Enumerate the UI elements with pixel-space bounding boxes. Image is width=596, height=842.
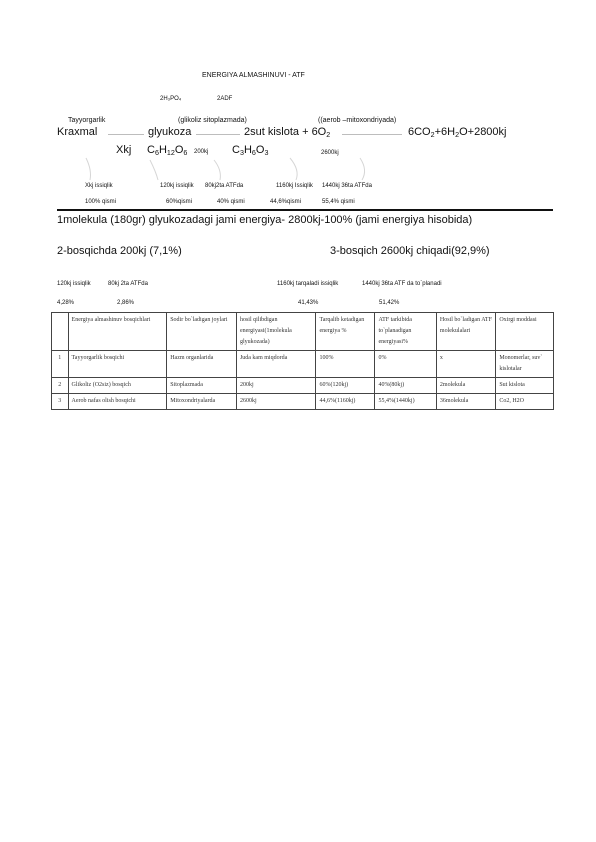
top-product: 2ADF [217, 96, 233, 102]
table-cell: 2molekula [436, 378, 495, 394]
table-cell: 1 [52, 351, 69, 378]
page-title: ENERGIYA ALMASHINUVI - ATF [202, 72, 305, 79]
energy-percent: 44,6%qismi [270, 199, 302, 205]
table-header-cell: ATF tarkibida to`planadigan energiyasi% [375, 313, 436, 351]
lactic-acid-label: 2sut kislota + $6O_2$ [244, 126, 331, 139]
table-cell: 55,4%(1440kj) [375, 394, 436, 410]
energy-percent: 40% qismi [217, 199, 245, 205]
lactic-formula: $C_3H_6O_3$ [232, 144, 269, 157]
table-cell: 60%(120kj) [316, 378, 375, 394]
detail-item: 1160kj tarqaladi issiqlik [277, 281, 339, 287]
glucose-label: glyukoza [148, 126, 192, 138]
energy-item: 1440kj 36ta ATFda [322, 183, 372, 189]
percent-item: 2,86% [117, 300, 135, 306]
glycolysis-energy: 200kj [194, 149, 209, 155]
starch-label: Kraxmal [57, 126, 98, 138]
table-cell: 40%(80kj) [375, 378, 436, 394]
detail-item: 1440kj 36ta ATF da to`planadi [362, 281, 442, 287]
detail-item: 120kj issiqlik [57, 281, 91, 287]
branch-curve [360, 158, 365, 180]
divider-rule [57, 209, 553, 211]
table-cell: 0% [375, 351, 436, 378]
table-header-cell: Energiya almashinuv bosqichlari [68, 313, 167, 351]
table-header-cell: Tarqalib ketadigan energiya % [316, 313, 375, 351]
stage1-label: Tayyorgarlik [68, 117, 106, 124]
table-row [52, 394, 554, 410]
table-row [52, 378, 554, 394]
xkj-label: Xkj [116, 144, 132, 156]
branch-curve [290, 158, 297, 180]
energy-item: Xkj issiqlik [85, 183, 113, 189]
branch-lines [0, 0, 596, 200]
energy-item: 120kj issiqlik [160, 183, 194, 189]
branch-curve [86, 158, 91, 180]
energy-percent: 60%qismi [166, 199, 193, 205]
percent-item: 51,42% [379, 300, 400, 306]
table-cell: 2600kj [236, 394, 316, 410]
table-cell: Sut kislota [496, 378, 554, 394]
glucose-formula: $C_6H_{12}O_6$ [147, 144, 188, 157]
percent-item: 4,28% [57, 300, 75, 306]
table-cell: Co2, H2O [496, 394, 554, 410]
table-header-cell: Sodir bo`ladigan joylari [167, 313, 237, 351]
detail-item: 80kj 2ta ATFda [108, 281, 148, 287]
table-header-row [52, 313, 554, 351]
table-cell: Mitoxondriyalarda [167, 394, 237, 410]
energy-stages-table [51, 312, 554, 410]
table-cell: Aerob nafas olish bosqichi [68, 394, 167, 410]
stage3-label: ((aerob –mitoxondriyada) [318, 117, 397, 124]
table-cell: Tayyorgarlik bosqichi [68, 351, 167, 378]
table-cell: 36molekula [436, 394, 495, 410]
energy-item: 1160kj Issiqlik [276, 183, 313, 189]
aerob-energy: 2600kj [321, 150, 339, 156]
table-header-cell: Hosil bo`ladigan ATF molekulalari [436, 313, 495, 351]
stage3-summary: 3-bosqich 2600kj chiqadi(92,9%) [330, 245, 490, 257]
branch-curve [150, 160, 158, 180]
table-header-cell: Oxirgi moddasi [496, 313, 554, 351]
table-cell: 2 [52, 378, 69, 394]
table-cell: Monomerlar, suv` kislotalar [496, 351, 554, 378]
table-cell: Glikoliz (O2siz) bosqich [68, 378, 167, 394]
table-cell: 200kj [236, 378, 316, 394]
table-header-cell: hosil qilibdigan energiyasi(1molekula glyukozada) [236, 313, 316, 351]
table-cell: Hazm organlarida [167, 351, 237, 378]
energy-percent: 100% qismi [85, 199, 117, 205]
table-row [52, 351, 554, 378]
percent-item: 41,43% [298, 300, 319, 306]
energy-item: 80kj2ta ATFda [205, 183, 244, 189]
products-label: $6CO_2+6H_2O+2800kj$ [408, 126, 507, 139]
table-header-cell [52, 313, 69, 351]
stage2-summary: 2-bosqichda 200kj (7,1%) [57, 245, 182, 257]
top-reagent: 2H₃PO₄ [160, 96, 182, 102]
stage2-label: (glikoliz sitoplazmada) [178, 117, 247, 124]
energy-percent: 55,4% qismi [322, 199, 355, 205]
table-cell: 3 [52, 394, 69, 410]
table-cell: 44,6%(1160kj) [316, 394, 375, 410]
table-cell: x [436, 351, 495, 378]
table-cell: 100% [316, 351, 375, 378]
summary-line: 1molekula (180gr) glyukozadagi jami energiya- 2800kj-100% (jami energiya hisobida) [57, 214, 473, 226]
branch-curve [214, 160, 220, 180]
table-cell: Sitoplazmada [167, 378, 237, 394]
table-cell: Juda kam miqdorda [236, 351, 316, 378]
